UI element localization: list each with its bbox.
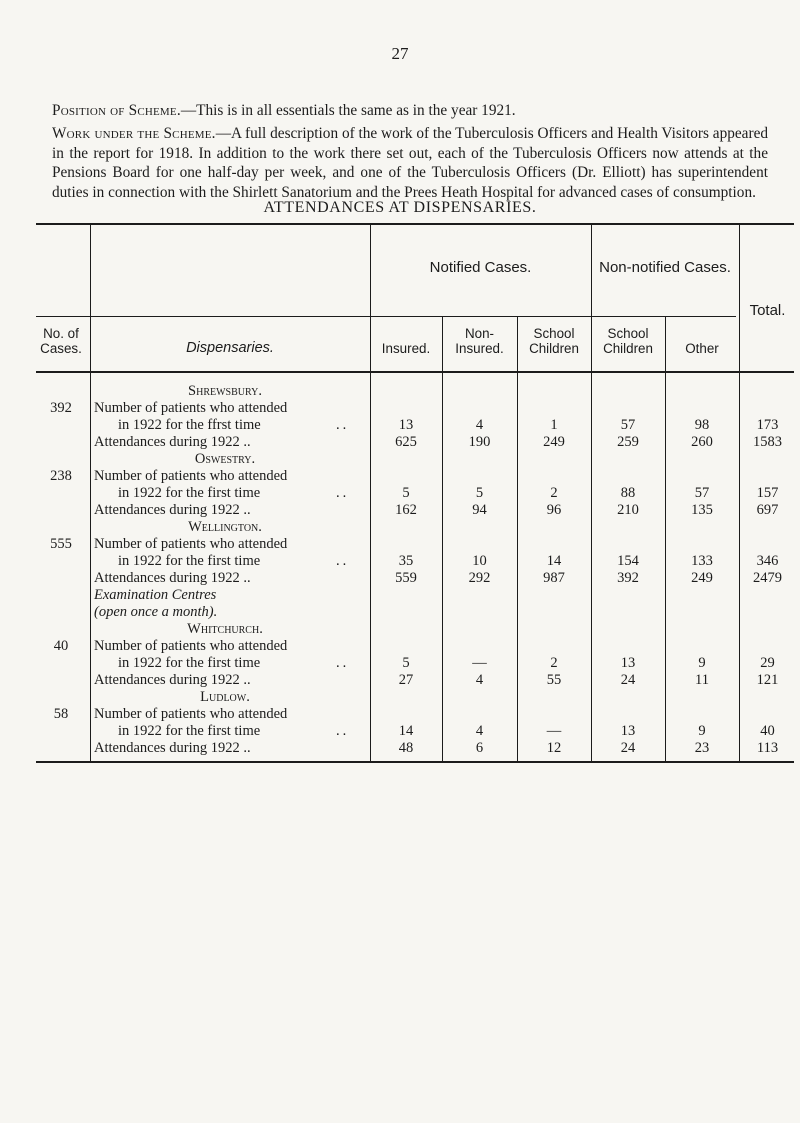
attendances-value: 4 xyxy=(475,672,484,688)
patients-value: — xyxy=(546,723,562,739)
patients-value: 98 xyxy=(694,417,710,433)
patients-value: 173 xyxy=(756,417,779,433)
header-non-notified-cases: Non-notified Cases. xyxy=(599,259,731,276)
header-other: Other xyxy=(685,341,719,356)
attendances-value: 987 xyxy=(543,570,565,586)
header-school-children-notified: School Children xyxy=(529,326,579,356)
leader-dots: .. xyxy=(336,655,350,671)
patients-label: in 1922 for the first time xyxy=(118,485,261,501)
patients-value: 57 xyxy=(620,417,636,433)
header-dispensaries: Dispensaries. xyxy=(186,340,274,356)
header-notified-cases: Notified Cases. xyxy=(429,259,532,276)
attendances-label: Attendances during 1922 .. xyxy=(94,502,251,518)
patients-label: Number of patients who attended xyxy=(94,706,288,722)
patients-value: 40 xyxy=(760,723,775,739)
dispensary-note: Examination Centres xyxy=(94,587,217,603)
patients-label: Number of patients who attended xyxy=(94,400,288,416)
patients-value: 57 xyxy=(694,485,710,501)
dispensary-name: Shrewsbury. xyxy=(188,383,262,399)
col-rule xyxy=(442,316,443,763)
attendances-value: 94 xyxy=(472,502,487,518)
attendances-value: 135 xyxy=(691,502,713,518)
attendances-value: 559 xyxy=(395,570,417,586)
attendances-value: 24 xyxy=(620,740,636,756)
dispensary-name: Whitchurch. xyxy=(187,621,263,637)
attendances-value: 24 xyxy=(620,672,636,688)
attendances-value: 697 xyxy=(756,502,779,518)
patients-value: 9 xyxy=(698,723,706,739)
page-number: 27 xyxy=(391,44,409,63)
table-bottom-rule xyxy=(36,761,794,763)
cases-count: 40 xyxy=(53,638,69,654)
patients-value: 157 xyxy=(756,485,779,501)
dispensary-name: Oswestry. xyxy=(194,451,256,467)
attendances-value: 249 xyxy=(543,434,565,450)
attendances-value: 625 xyxy=(395,434,417,450)
patients-value: 13 xyxy=(398,417,414,433)
patients-label: in 1922 for the first time xyxy=(118,553,261,569)
attendances-value: 121 xyxy=(756,672,779,688)
attendances-value: 259 xyxy=(617,434,639,450)
attendances-value: 12 xyxy=(546,740,562,756)
patients-value: 4 xyxy=(475,723,484,739)
attendances-label: Attendances during 1922 .. xyxy=(94,434,251,450)
attendances-value: 162 xyxy=(395,502,417,518)
patients-value: 13 xyxy=(620,655,636,671)
patients-value: 4 xyxy=(475,417,484,433)
patients-value: 14 xyxy=(398,723,414,739)
patients-value: 29 xyxy=(760,655,775,671)
patients-label: Number of patients who attended xyxy=(94,638,288,654)
attendances-value: 55 xyxy=(546,672,562,688)
table-title: ATTENDANCES AT DISPENSARIES. xyxy=(263,199,537,216)
table-top-rule xyxy=(36,223,794,225)
patients-value: 13 xyxy=(620,723,636,739)
header-no-of-cases: No. of Cases. xyxy=(40,326,82,356)
attendances-value: 392 xyxy=(617,570,639,586)
patients-value: 154 xyxy=(617,553,639,569)
attendances-value: 249 xyxy=(691,570,713,586)
patients-label: Number of patients who attended xyxy=(94,468,288,484)
attendances-value: 292 xyxy=(468,570,491,586)
leader-dots: .. xyxy=(336,723,350,739)
attendances-label: Attendances during 1922 .. xyxy=(94,740,251,756)
attendances-value: 23 xyxy=(694,740,710,756)
patients-label: in 1922 for the ffrst time xyxy=(118,417,261,433)
dispensary-note: (open once a month). xyxy=(94,604,218,620)
patients-value: 5 xyxy=(475,485,484,501)
attendances-value: 190 xyxy=(468,434,491,450)
attendances-value: 1583 xyxy=(753,434,782,450)
work-paragraph xyxy=(52,124,768,202)
position-paragraph xyxy=(52,101,768,121)
patients-value: 35 xyxy=(398,553,414,569)
patients-value: 133 xyxy=(691,553,713,569)
patients-label: in 1922 for the first time xyxy=(118,655,261,671)
header-school-children-non-notified: School Children xyxy=(603,326,653,356)
header-non-insured: Non- Insured. xyxy=(455,326,504,356)
attendances-value: 6 xyxy=(475,740,484,756)
patients-value: — xyxy=(472,655,487,671)
leader-dots: .. xyxy=(336,485,350,501)
attendances-value: 2479 xyxy=(753,570,782,586)
attendances-label: Attendances during 1922 .. xyxy=(94,570,251,586)
patients-value: 9 xyxy=(698,655,706,671)
leader-dots: .. xyxy=(336,417,350,433)
col-rule xyxy=(517,316,518,763)
patients-value: 5 xyxy=(402,485,410,501)
patients-value: 14 xyxy=(546,553,562,569)
patients-label: in 1922 for the first time xyxy=(118,723,261,739)
cases-count: 555 xyxy=(50,536,72,552)
col-rule xyxy=(90,223,91,763)
patients-value: 1 xyxy=(550,417,558,433)
patients-value: 5 xyxy=(402,655,410,671)
leader-dots: .. xyxy=(336,553,350,569)
patients-label: Number of patients who attended xyxy=(94,536,288,552)
col-rule xyxy=(665,316,666,763)
patients-value: 10 xyxy=(472,553,487,569)
cases-count: 392 xyxy=(50,400,72,416)
cases-count: 58 xyxy=(53,706,69,722)
attendances-value: 96 xyxy=(546,502,562,518)
header-mid-rule xyxy=(36,316,736,317)
header-bottom-rule xyxy=(36,371,794,373)
patients-value: 2 xyxy=(550,655,558,671)
dispensary-name: Wellington. xyxy=(188,519,262,535)
attendances-value: 48 xyxy=(398,740,414,756)
position-heading: Position of Scheme. xyxy=(52,102,181,119)
attendances-value: 210 xyxy=(617,502,639,518)
patients-value: 88 xyxy=(620,485,636,501)
work-text: —A full description of the work of the Tuberculosis Officers and Health Visitors appeared in the report for 1918. In addition to the work there set out, each of the Tuberculosis Officers now attends at the Pensions Board for one half-day per week, and one of the Tuberculosis Officers (Dr. Elliott) has superintendent duties in connection with the Shirlett Sanatorium and the Prees Heath Hospital for advanced cases of consumption. xyxy=(52,125,769,201)
work-heading: Work under the Scheme. xyxy=(52,125,216,142)
patients-value: 346 xyxy=(756,553,779,569)
dispensary-name: Ludlow. xyxy=(200,689,250,705)
cases-count: 238 xyxy=(50,468,72,484)
attendances-value: 11 xyxy=(695,672,709,688)
attendances-value: 113 xyxy=(756,740,779,756)
attendances-value: 27 xyxy=(398,672,414,688)
attendances-table xyxy=(36,223,796,763)
header-insured: Insured. xyxy=(381,341,431,356)
attendances-value: 260 xyxy=(691,434,713,450)
patients-value: 2 xyxy=(550,485,558,501)
header-total: Total. xyxy=(749,302,786,319)
position-text: —This is in all essentials the same as in the year 1921. xyxy=(180,102,516,119)
attendances-label: Attendances during 1922 .. xyxy=(94,672,251,688)
